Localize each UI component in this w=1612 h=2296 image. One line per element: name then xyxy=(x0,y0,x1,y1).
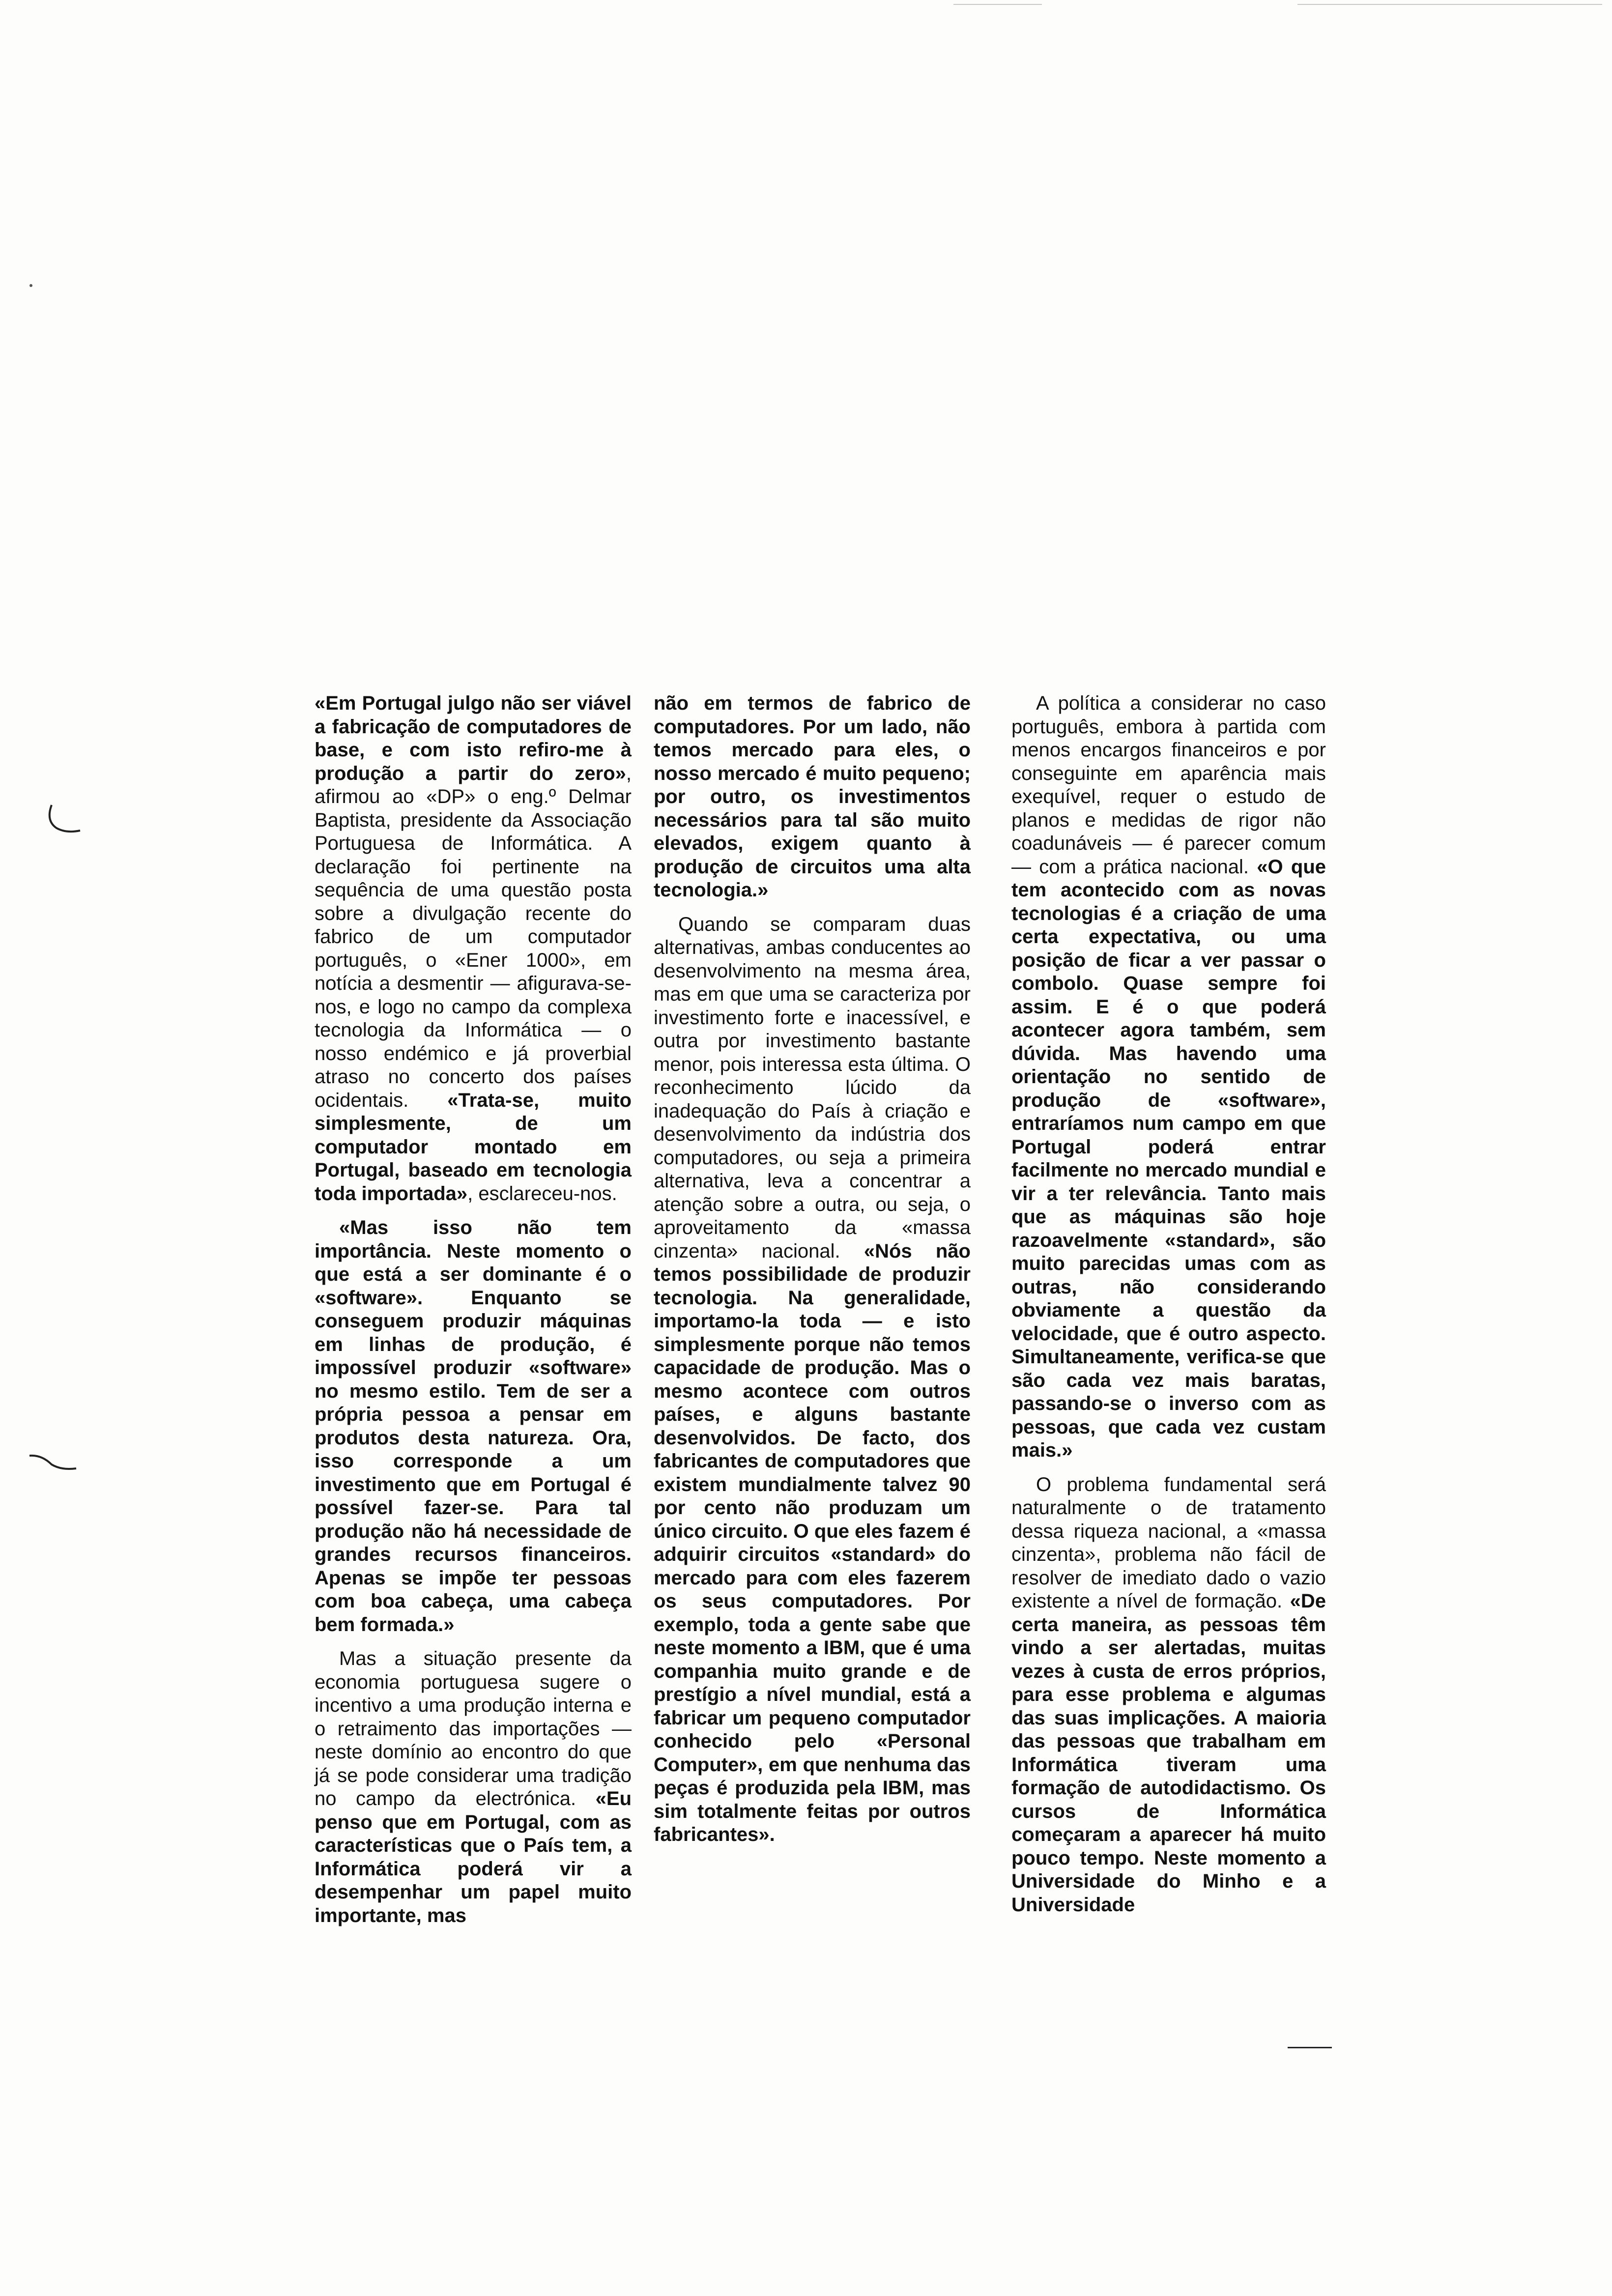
scan-line xyxy=(1297,4,1602,5)
article-column-3 xyxy=(1011,692,1326,1927)
quote-text: «Eu penso que em Portugal, com as características que o País tem, a Informática poderá vir a desempenhar um papel muito importante, mas xyxy=(315,1788,632,1926)
article-column-1 xyxy=(315,692,632,1938)
body-text: A política a considerar no caso português, embora à partida com menos encargos financeiros e por conseguinte em aparência mais exequível, requer o estudo de planos e medidas de rigor não coadunáveis — é parecer comum — com a prática nacional. xyxy=(1011,692,1326,878)
scan-dot xyxy=(29,284,32,287)
body-text: , afirmou ao «DP» o eng.º Delmar Baptista, presidente da Associação Portuguesa de Informática. A declaração foi pertinente na sequência de uma questão posta sobre a divulgação recente do fabrico de um computador português, o «Ener 1000», em notícia a desmentir — afigurava-se-nos, e logo no campo da complexa tecnologia da Informática — o nosso endémico e já proverbial atraso no concerto dos países ocidentais. xyxy=(315,762,632,1111)
article-paragraph xyxy=(315,692,632,1205)
quote-text: «Nós não temos possibilidade de produzir tecnologia. Na generalidade, importamo-la toda — e isto simplesmente porque não temos capacidade de produção. Mas o mesmo acontece com outros países, e alguns bastante desenvolvidos. De facto, dos fabricantes de computadores que existem mundialmente talvez 90 por cento não produzam um único circuito. O que eles fazem é adquirir circuitos «standard» do mercado para com eles fazerem os seus computadores. Por exemplo, toda a gente sabe que neste momento a IBM, que é uma companhia muito grande e de prestígio a nível mundial, está a fabricar um pequeno computador conhecido pelo «Personal Computer», em que nenhuma das peças é produzida pela IBM, mas sim totalmente feitas por outros fabricantes». xyxy=(654,1240,971,1845)
scan-line xyxy=(953,4,1042,5)
quote-text: «O que tem acontecido com as novas tecnologias é a criação de uma certa expectativa, ou uma posição de ficar a ver passar o combolo. Quase sempre foi assim. E é o que poderá acontecer agora também, sem dúvida. Mas havendo uma orientação no sentido de produção de «software», entraríamos num campo em que Portugal poderá entrar facilmente no mercado mundial e vir a ter relevância. Tanto mais que as máquinas são hoje razoavelmente «standard», são muito parecidas umas com as outras, não considerando obviamente a questão da velocidade, que é outro aspecto. Simultaneamente, verifica-se que são cada vez mais baratas, passando-se o inverso com as pessoas, que cada vez custam mais.» xyxy=(1011,856,1326,1461)
quote-text: «Mas isso não tem importância. Neste momento o que está a ser dominante é o «software». Enquanto se conseguem produzir máquinas em linhas de produção, é impossível produzir «software» no mesmo estilo. Tem de ser a própria pessoa a pensar em produtos desta natureza. Ora, isso corresponde a um investimento que em Portugal é possível fazer-se. Para tal produção não há necessidade de grandes recursos financeiros. Apenas se impõe ter pessoas com boa cabeça, uma cabeça bem formada.» xyxy=(315,1217,632,1636)
body-text: Mas a situação presente da economia portuguesa sugere o incentivo a uma produção interna e o retraimento das importações — neste domínio ao encontro do que já se pode considerar uma tradição no campo da electrónica. xyxy=(315,1648,632,1809)
continuation-rule xyxy=(1288,2047,1332,2048)
quote-text: «De certa maneira, as pessoas têm vindo a ser alertadas, muitas vezes à custa de erros próprios, para esse problema e algumas das suas implicações. A maioria das pessoas que trabalham em Informática tiveram uma formação de autodidactismo. Os cursos de Informática começaram a aparecer há muito pouco tempo. Neste momento a Universidade do Minho e a Universidade xyxy=(1011,1590,1326,1916)
article-paragraph xyxy=(654,913,971,1847)
punch-hole-mark xyxy=(42,801,86,845)
body-text: O problema fundamental será naturalmente o de tratamento dessa riqueza nacional, a «massa cinzenta», problema não fácil de resolver de imediato dado o vazio existente a nível de formação. xyxy=(1011,1473,1326,1612)
punch-hole-mark xyxy=(27,1450,81,1479)
body-text: , esclareceu-nos. xyxy=(467,1182,617,1205)
quote-text: não em termos de fabrico de computadores. Por um lado, não temos mercado para eles, o nosso mercado é muito pequeno; por outro, os investimentos necessários para tal são muito elevados, exigem quanto à produção de circuitos uma alta tecnologia.» xyxy=(654,692,971,901)
body-text: Quando se comparam duas alternativas, ambas conducentes ao desenvolvimento na mesma área, mas em que uma se caracteriza por investimento forte e inacessível, e outra por investimento bastante menor, pois interessa esta última. O reconhecimento lúcido da inadequação do País à criação e desenvolvimento da indústria dos computadores, ou seja a primeira alternativa, leva a concentrar a atenção sobre a outra, ou seja, o aproveitamento da «massa cinzenta» nacional. xyxy=(654,913,971,1262)
article-paragraph xyxy=(315,1647,632,1927)
article-column-2 xyxy=(654,692,971,1858)
article-paragraph xyxy=(1011,692,1326,1463)
article-paragraph xyxy=(1011,1473,1326,1917)
article-paragraph xyxy=(315,1216,632,1636)
quote-text: «Trata-se, muito simplesmente, de um computador montado em Portugal, baseado em tecnologia toda importada» xyxy=(315,1089,632,1205)
article-paragraph xyxy=(654,692,971,902)
quote-text: «Em Portugal julgo não ser viável a fabricação de computadores de base, e com isto refiro-me à produção a partir do zero» xyxy=(315,692,632,784)
